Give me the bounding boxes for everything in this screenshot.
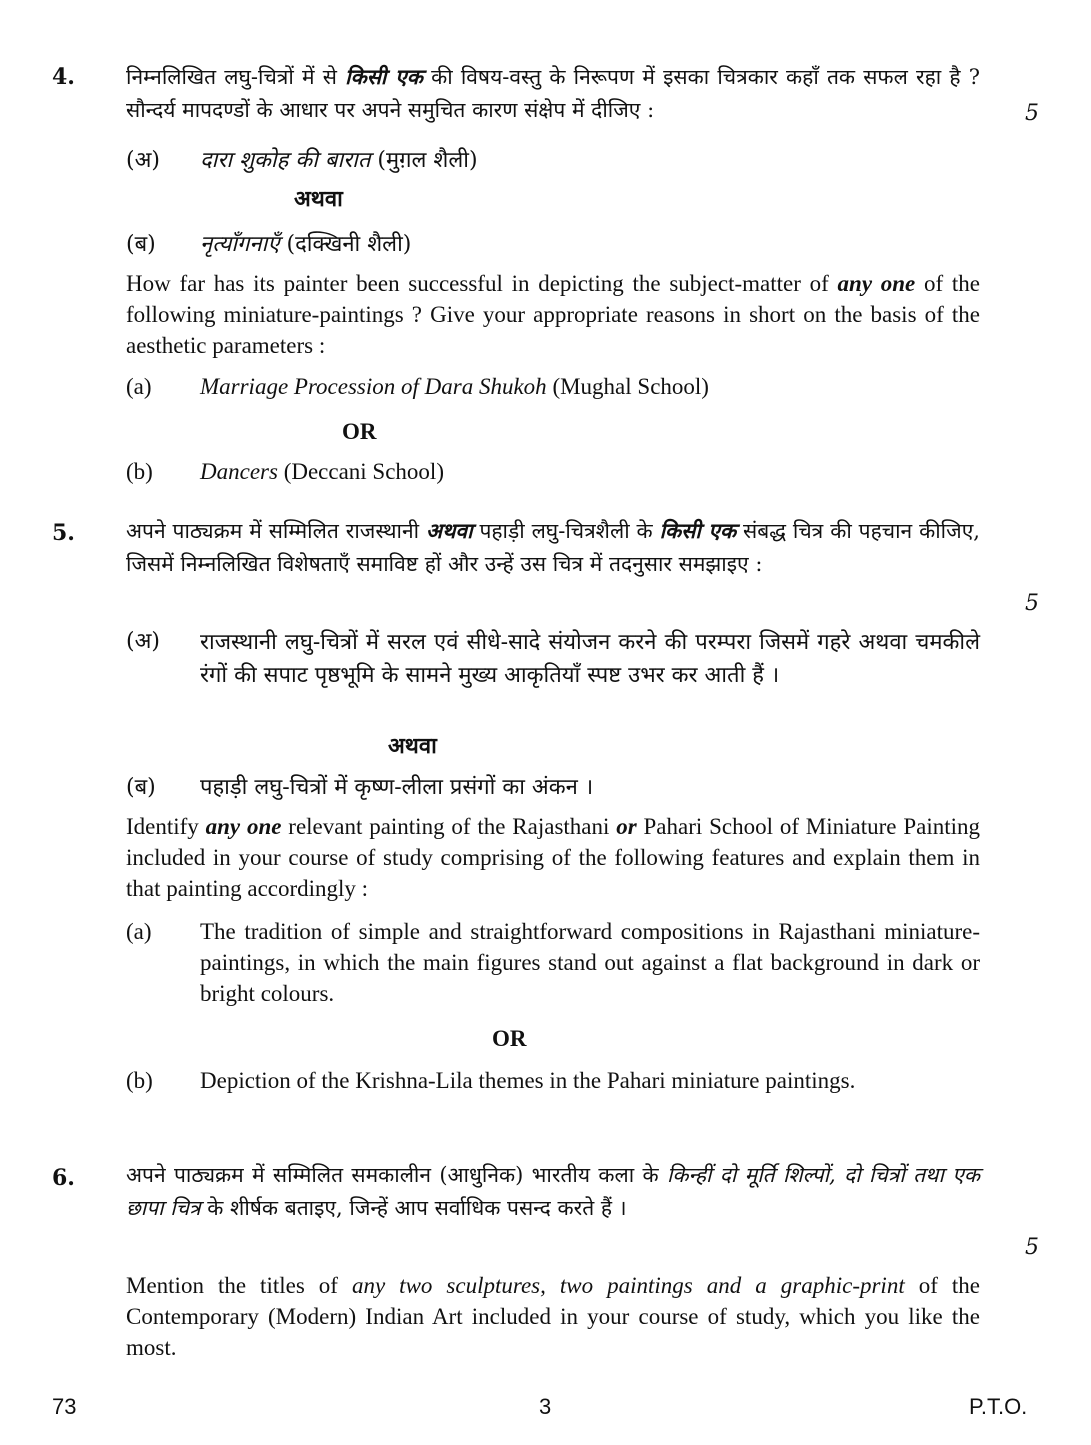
option-text: नृत्याँगनाएँ (दक्खिनी शैली) [200,232,412,257]
question-text-hindi: अपने पाठ्यक्रम में सम्मिलित समकालीन (आधुनिक) भारतीय कला के किन्हीं दो मूर्ति शिल्पों, दो चित्रों तथा एक छापा चित्र के शीर्षक बताइए, जिन्हें आप सर्वाधिक पसन्द करते हैं । [126,1163,980,1220]
or-separator-hindi: अथवा [388,733,437,759]
emphasis: any one [837,271,916,296]
option-label: (ब) [126,775,156,800]
question-number: 4. [52,64,75,90]
question-text-english: How far has its painter been successful in depicting the subject-matter of any one of the following miniature-paintings ? Give your appropriate reasons in short on the basis of the aesthetic parameters : [126,271,980,358]
marks: 5 [1025,1235,1039,1260]
option-label: (अ) [126,148,160,173]
option-text: राजस्थानी लघु-चित्रों में सरल एवं सीधे-सादे संयोजन करने की परम्परा जिसमें गहरे अथवा चमकीले रंगों की सपाट पृष्ठभूमि के सामने मुख्य आकृतियाँ स्पष्ट उभर कर आती हैं । [200,630,980,688]
option-text: Depiction of the Krishna-Lila themes in the Pahari miniature paintings. [200,1068,856,1093]
question-text-english: Identify any one relevant painting of the Rajasthani or Pahari School of Miniature Painting included in your course of study comprising of the following features and explain them in that painting accordingly : [126,814,980,901]
option-text: पहाड़ी लघु-चित्रों में कृष्ण-लीला प्रसंगों का अंकन । [200,775,594,800]
option-label: (b) [126,1068,153,1093]
or-separator-english: OR [342,419,377,444]
emphasis: किसी एक [345,64,423,89]
question-text-english: Mention the titles of any two sculptures, two paintings and a graphic-print of the Contemporary (Modern) Indian Art included in your course of study, which you like the most. [126,1273,980,1360]
marks: 5 [1025,591,1039,616]
question-text-hindi: निम्नलिखित लघु-चित्रों में से किसी एक की विषय-वस्तु के निरूपण में इसका चित्रकार कहाँ तक सफल रहा है ? सौन्दर्य मापदण्डों के आधार पर अपने समुचित कारण संक्षेप में दीजिए : [126,64,980,122]
emphasis: any one [205,814,282,839]
emphasis: किसी एक [659,518,737,543]
emphasis: any two sculptures, two paintings and a graphic-print [351,1273,905,1298]
option-label: (b) [126,459,153,484]
or-separator-english: OR [492,1026,527,1051]
option-text: दारा शुकोह की बारात (मुग़ल शैली) [200,148,478,173]
emphasis: or [616,814,637,839]
option-label: (a) [126,919,152,944]
option-text: Dancers (Deccani School) [200,459,444,484]
option-label: (ब) [126,232,156,257]
option-label: (अ) [126,629,160,654]
marks: 5 [1025,101,1039,126]
option-text: The tradition of simple and straightforward compositions in Rajasthani miniature-paintings, in which the main figures stand out against a flat background in dark or bright colours. [200,919,980,1006]
question-number: 6. [52,1165,75,1191]
option-label: (a) [126,374,152,399]
emphasis: अथवा [425,518,473,543]
page-number: 3 [539,1394,552,1419]
question-number: 5. [52,520,75,546]
or-separator-hindi: अथवा [294,186,343,212]
pto-label: P.T.O. [969,1394,1028,1419]
option-text: Marriage Procession of Dara Shukoh (Mughal School) [200,374,709,399]
paper-code: 73 [52,1394,77,1419]
question-text-hindi: अपने पाठ्यक्रम में सम्मिलित राजस्थानी अथवा पहाड़ी लघु-चित्रशैली के किसी एक संबद्ध चित्र की पहचान कीजिए, जिसमें निम्नलिखित विशेषताएँ समाविष्ट हों और उन्हें उस चित्र में तदनुसार समझाइए : [126,518,980,576]
emphasis: किन्हीं दो मूर्ति शिल्पों, दो चित्रों तथा एक छापा चित्र [126,1163,980,1220]
